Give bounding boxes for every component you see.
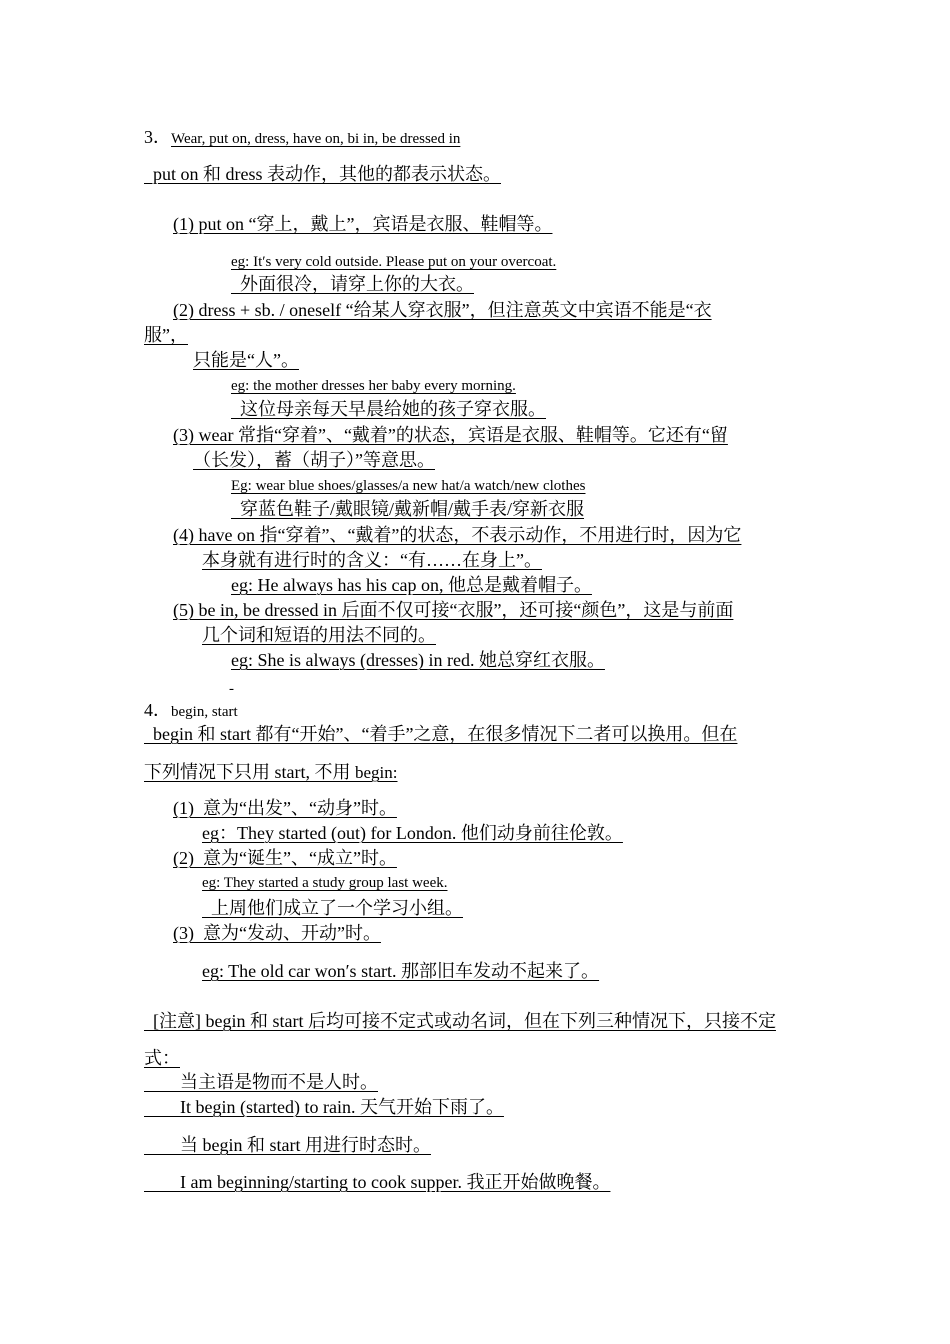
section-3-title: Wear, put on, dress, have on, bi in, be dressed in <box>171 131 461 147</box>
s3-point-2-translation: 这位母亲每天早晨给她的孩子穿衣服。 <box>231 399 546 419</box>
s4-point-2-example: eg: They started a study group last week. <box>202 875 448 891</box>
section-4-intro-line-2-main: 下列情况下只用 start, 不用 <box>144 762 355 782</box>
note-line-2: 式： <box>144 1048 180 1068</box>
s3-point-3-line-2: （长发），蓄（胡子）”等意思。 <box>193 450 435 470</box>
note-case-1: 当主语是物而不是人时。 <box>144 1072 378 1092</box>
s4-point-2-translation: 上周他们成立了一个学习小组。 <box>202 898 463 918</box>
section-4-intro-line-1: begin 和 start 都有“开始”、“着手”之意，在很多情况下二者可以换用。但在 <box>144 724 738 744</box>
section-3-heading <box>144 127 460 149</box>
s3-point-2-example: eg: the mother dresses her baby every morning. <box>231 378 516 394</box>
section-3-intro: put on 和 dress 表动作，其他的都表示状态。 <box>144 164 501 184</box>
s3-point-4-example: eg: He always has his cap on, 他总是戴着帽子。 <box>231 575 592 595</box>
section-3-number: 3． <box>144 127 171 147</box>
s3-point-3-example: Eg: wear blue shoes/glasses/a new hat/a watch/new clothes <box>231 478 586 494</box>
s3-point-2-line-3: 只能是“人”。 <box>193 350 299 370</box>
s3-point-2-line-2: 服”， <box>144 325 188 345</box>
s3-point-1-translation: 外面很冷，请穿上你的大衣。 <box>231 274 474 294</box>
s3-point-5-line-1: (5) be in, be dressed in 后面不仅可接“衣服”，还可接“颜色”，这是与前面 <box>173 600 734 620</box>
s4-point-1-example: eg：They started (out) for London. 他们动身前往伦敦。 <box>202 823 623 843</box>
s3-point-5-line-2: 几个词和短语的用法不同的。 <box>202 625 436 645</box>
s3-point-4-line-2: 本身就有进行时的含义：“有……在身上”。 <box>202 550 542 570</box>
s3-point-3-translation: 穿蓝色鞋子/戴眼镜/戴新帽/戴手表/穿新衣服 <box>231 499 585 519</box>
note-case-2-example: I am beginning/starting to cook supper. 我正开始做晚餐。 <box>144 1172 611 1192</box>
section-4-intro-line-2 <box>144 762 398 784</box>
s3-point-3-line-1: (3) wear 常指“穿着”、“戴着”的状态，宾语是衣服、鞋帽等。它还有“留 <box>173 425 728 445</box>
note-case-2: 当 begin 和 start 用进行时态时。 <box>144 1135 431 1155</box>
s3-point-2-line-1: (2) dress + sb. / oneself “给某人穿衣服”，但注意英文中宾语不能是“衣 <box>173 300 712 320</box>
note-case-1-example: It begin (started) to rain. 天气开始下雨了。 <box>144 1097 504 1117</box>
stray-dash: - <box>229 681 234 697</box>
s3-point-5-example: eg: She is always (dresses) in red. 她总穿红衣服。 <box>231 650 605 670</box>
s4-point-1: (1) 意为“出发”、“动身”时。 <box>173 798 397 818</box>
s3-point-1: (1) put on “穿上，戴上”，宾语是衣服、鞋帽等。 <box>173 214 553 234</box>
note-line-1: [注意] begin 和 start 后均可接不定式或动名词，但在下列三种情况下，只接不定 <box>144 1011 776 1031</box>
s4-point-3: (3) 意为“发动、开动”时。 <box>173 923 381 943</box>
s3-point-1-example: eg: It′s very cold outside. Please put on your overcoat. <box>231 254 557 270</box>
s4-point-2: (2) 意为“诞生”、“成立”时。 <box>173 848 397 868</box>
section-4-heading <box>144 700 238 722</box>
section-4-title: begin, start <box>171 704 238 720</box>
s3-point-4-line-1: (4) have on 指“穿着”、“戴着”的状态，不表示动作，不用进行时，因为它 <box>173 525 742 545</box>
section-4-intro-line-2-begin: begin: <box>355 763 398 782</box>
section-4-number: 4． <box>144 700 171 720</box>
s4-point-3-example: eg: The old car won′s start. 那部旧车发动不起来了。 <box>202 961 600 981</box>
